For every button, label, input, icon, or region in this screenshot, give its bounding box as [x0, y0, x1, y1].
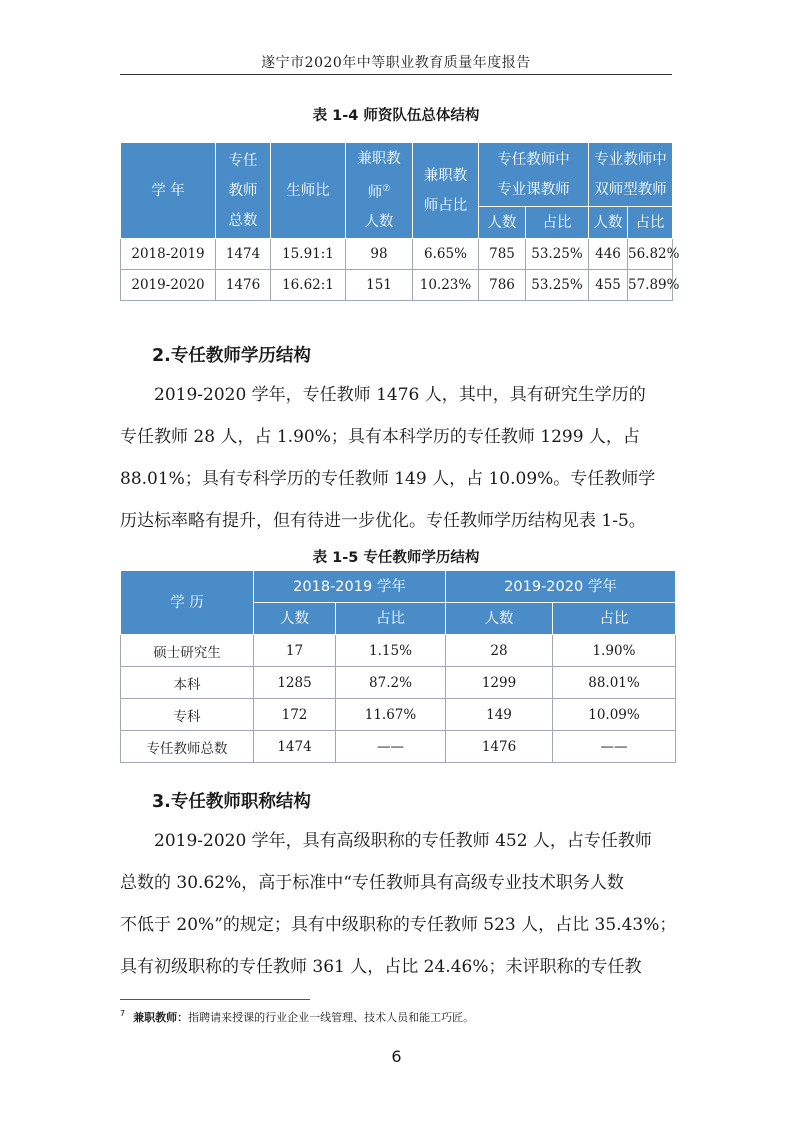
table-row [121, 699, 676, 731]
cell-count: 1476 [446, 731, 553, 763]
cell-ratio: 16.62:1 [271, 270, 346, 301]
table-row [121, 239, 673, 270]
cell-share: 1.15% [336, 635, 446, 667]
cell-label: 专任教师总数 [121, 731, 254, 763]
section-2-paragraph: 2019-2020 学年，专任教师 1476 人，其中，具有研究生学历的 专任教师 28 人，占 1.90%；具有本科学历的专任教师 1299 人，占 88.01%；具有专科学历的专任教师 149 人，占 10.09%。专任教师学 历达标率略有提升，但有待进一步优化。专任教师学历结构见表 1-5。 [120, 385, 656, 531]
cell-label: 专科 [121, 699, 254, 731]
parttime-share-header: 兼职教 师占比 [413, 143, 479, 239]
cell-share: 87.2% [336, 667, 446, 699]
cell-major-share: 53.25% [526, 270, 589, 301]
cell-count: 17 [254, 635, 336, 667]
cell-major-count: 785 [479, 239, 526, 270]
cell-ratio: 15.91:1 [271, 239, 346, 270]
header-divider [120, 74, 672, 75]
dual-teacher-header: 专业教师中 双师型教师 [589, 143, 673, 207]
footnote-divider [120, 999, 310, 1000]
cell-count: 149 [446, 699, 553, 731]
faculty-structure-table [120, 142, 680, 301]
parttime-header: 兼职教 师⑦ 人数 [346, 143, 413, 239]
cell-share: 88.01% [553, 667, 676, 699]
cell-dual-share: 57.89% [628, 270, 673, 301]
table-row [121, 667, 676, 699]
cell-year: 2019-2020 [121, 270, 216, 301]
footnote-number: 7 [120, 1009, 126, 1019]
table-row [121, 731, 676, 763]
footnote [120, 1009, 474, 1025]
major-teacher-header: 专任教师中 专业课教师 [479, 143, 589, 207]
running-header: 遂宁市2020年中等职业教育质量年度报告 [261, 55, 531, 71]
table-1-4-caption: 表 1-4 师资队伍总体结构 [312, 108, 480, 124]
dual-count-header: 人数 [589, 207, 628, 239]
cell-count: 172 [254, 699, 336, 731]
education-header: 学 历 [121, 571, 254, 635]
cell-label: 硕士研究生 [121, 635, 254, 667]
major-count-header: 人数 [479, 207, 526, 239]
cell-share: 11.67% [336, 699, 446, 731]
cell-parttime-share: 6.65% [413, 239, 479, 270]
dual-share-header: 占比 [628, 207, 673, 239]
cell-parttime: 151 [346, 270, 413, 301]
cell-total: 1474 [216, 239, 271, 270]
cell-total: 1476 [216, 270, 271, 301]
cell-count: 1474 [254, 731, 336, 763]
share-header: 占比 [553, 603, 676, 635]
page-number: 6 [391, 1047, 402, 1066]
cell-count: 28 [446, 635, 553, 667]
cell-year: 2018-2019 [121, 239, 216, 270]
cell-count: 1299 [446, 667, 553, 699]
cell-dual-share: 56.82% [628, 239, 673, 270]
cell-count: 1285 [254, 667, 336, 699]
cell-major-share: 53.25% [526, 239, 589, 270]
section-3-paragraph: 2019-2020 学年，具有高级职称的专任教师 452 人，占专任教师 总数的 30.62%，高于标准中“专任教师具有高级专业技术职务人数 不低于 20%”的规定；具有中级职称的专任教师 523 人，占比 35.43%； 具有初级职称的专任教师 361 人，占比 24.46%；未评职称的专任教 [120, 831, 677, 977]
cell-parttime: 98 [346, 239, 413, 270]
section-2-heading: 2.专任教师学历结构 [152, 346, 311, 366]
education-structure-table [120, 570, 676, 763]
cell-label: 本科 [121, 667, 254, 699]
fulltime-total-header: 专任 教师 总数 [216, 143, 271, 239]
cell-share: 10.09% [553, 699, 676, 731]
cell-share: —— [336, 731, 446, 763]
cell-parttime-share: 10.23% [413, 270, 479, 301]
footnote-term: 兼职教师： [133, 1011, 189, 1024]
cell-major-count: 786 [479, 270, 526, 301]
table-row [121, 270, 673, 301]
share-header: 占比 [336, 603, 446, 635]
cell-share: —— [553, 731, 676, 763]
table-1-5-caption: 表 1-5 专任教师学历结构 [312, 550, 480, 566]
count-header: 人数 [446, 603, 553, 635]
year-header: 学 年 [121, 143, 216, 239]
year-2019-header: 2019-2020 学年 [446, 571, 676, 603]
cell-dual-count: 455 [589, 270, 628, 301]
table-row [121, 635, 676, 667]
cell-share: 1.90% [553, 635, 676, 667]
ratio-header: 生师比 [271, 143, 346, 239]
section-3-heading: 3.专任教师职称结构 [152, 792, 311, 812]
major-share-header: 占比 [526, 207, 589, 239]
count-header: 人数 [254, 603, 336, 635]
cell-dual-count: 446 [589, 239, 628, 270]
year-2018-header: 2018-2019 学年 [254, 571, 446, 603]
footnote-ref: ⑦ [382, 183, 391, 194]
footnote-text: 指聘请来授课的行业企业一线管理、技术人员和能工巧匠。 [188, 1011, 475, 1024]
